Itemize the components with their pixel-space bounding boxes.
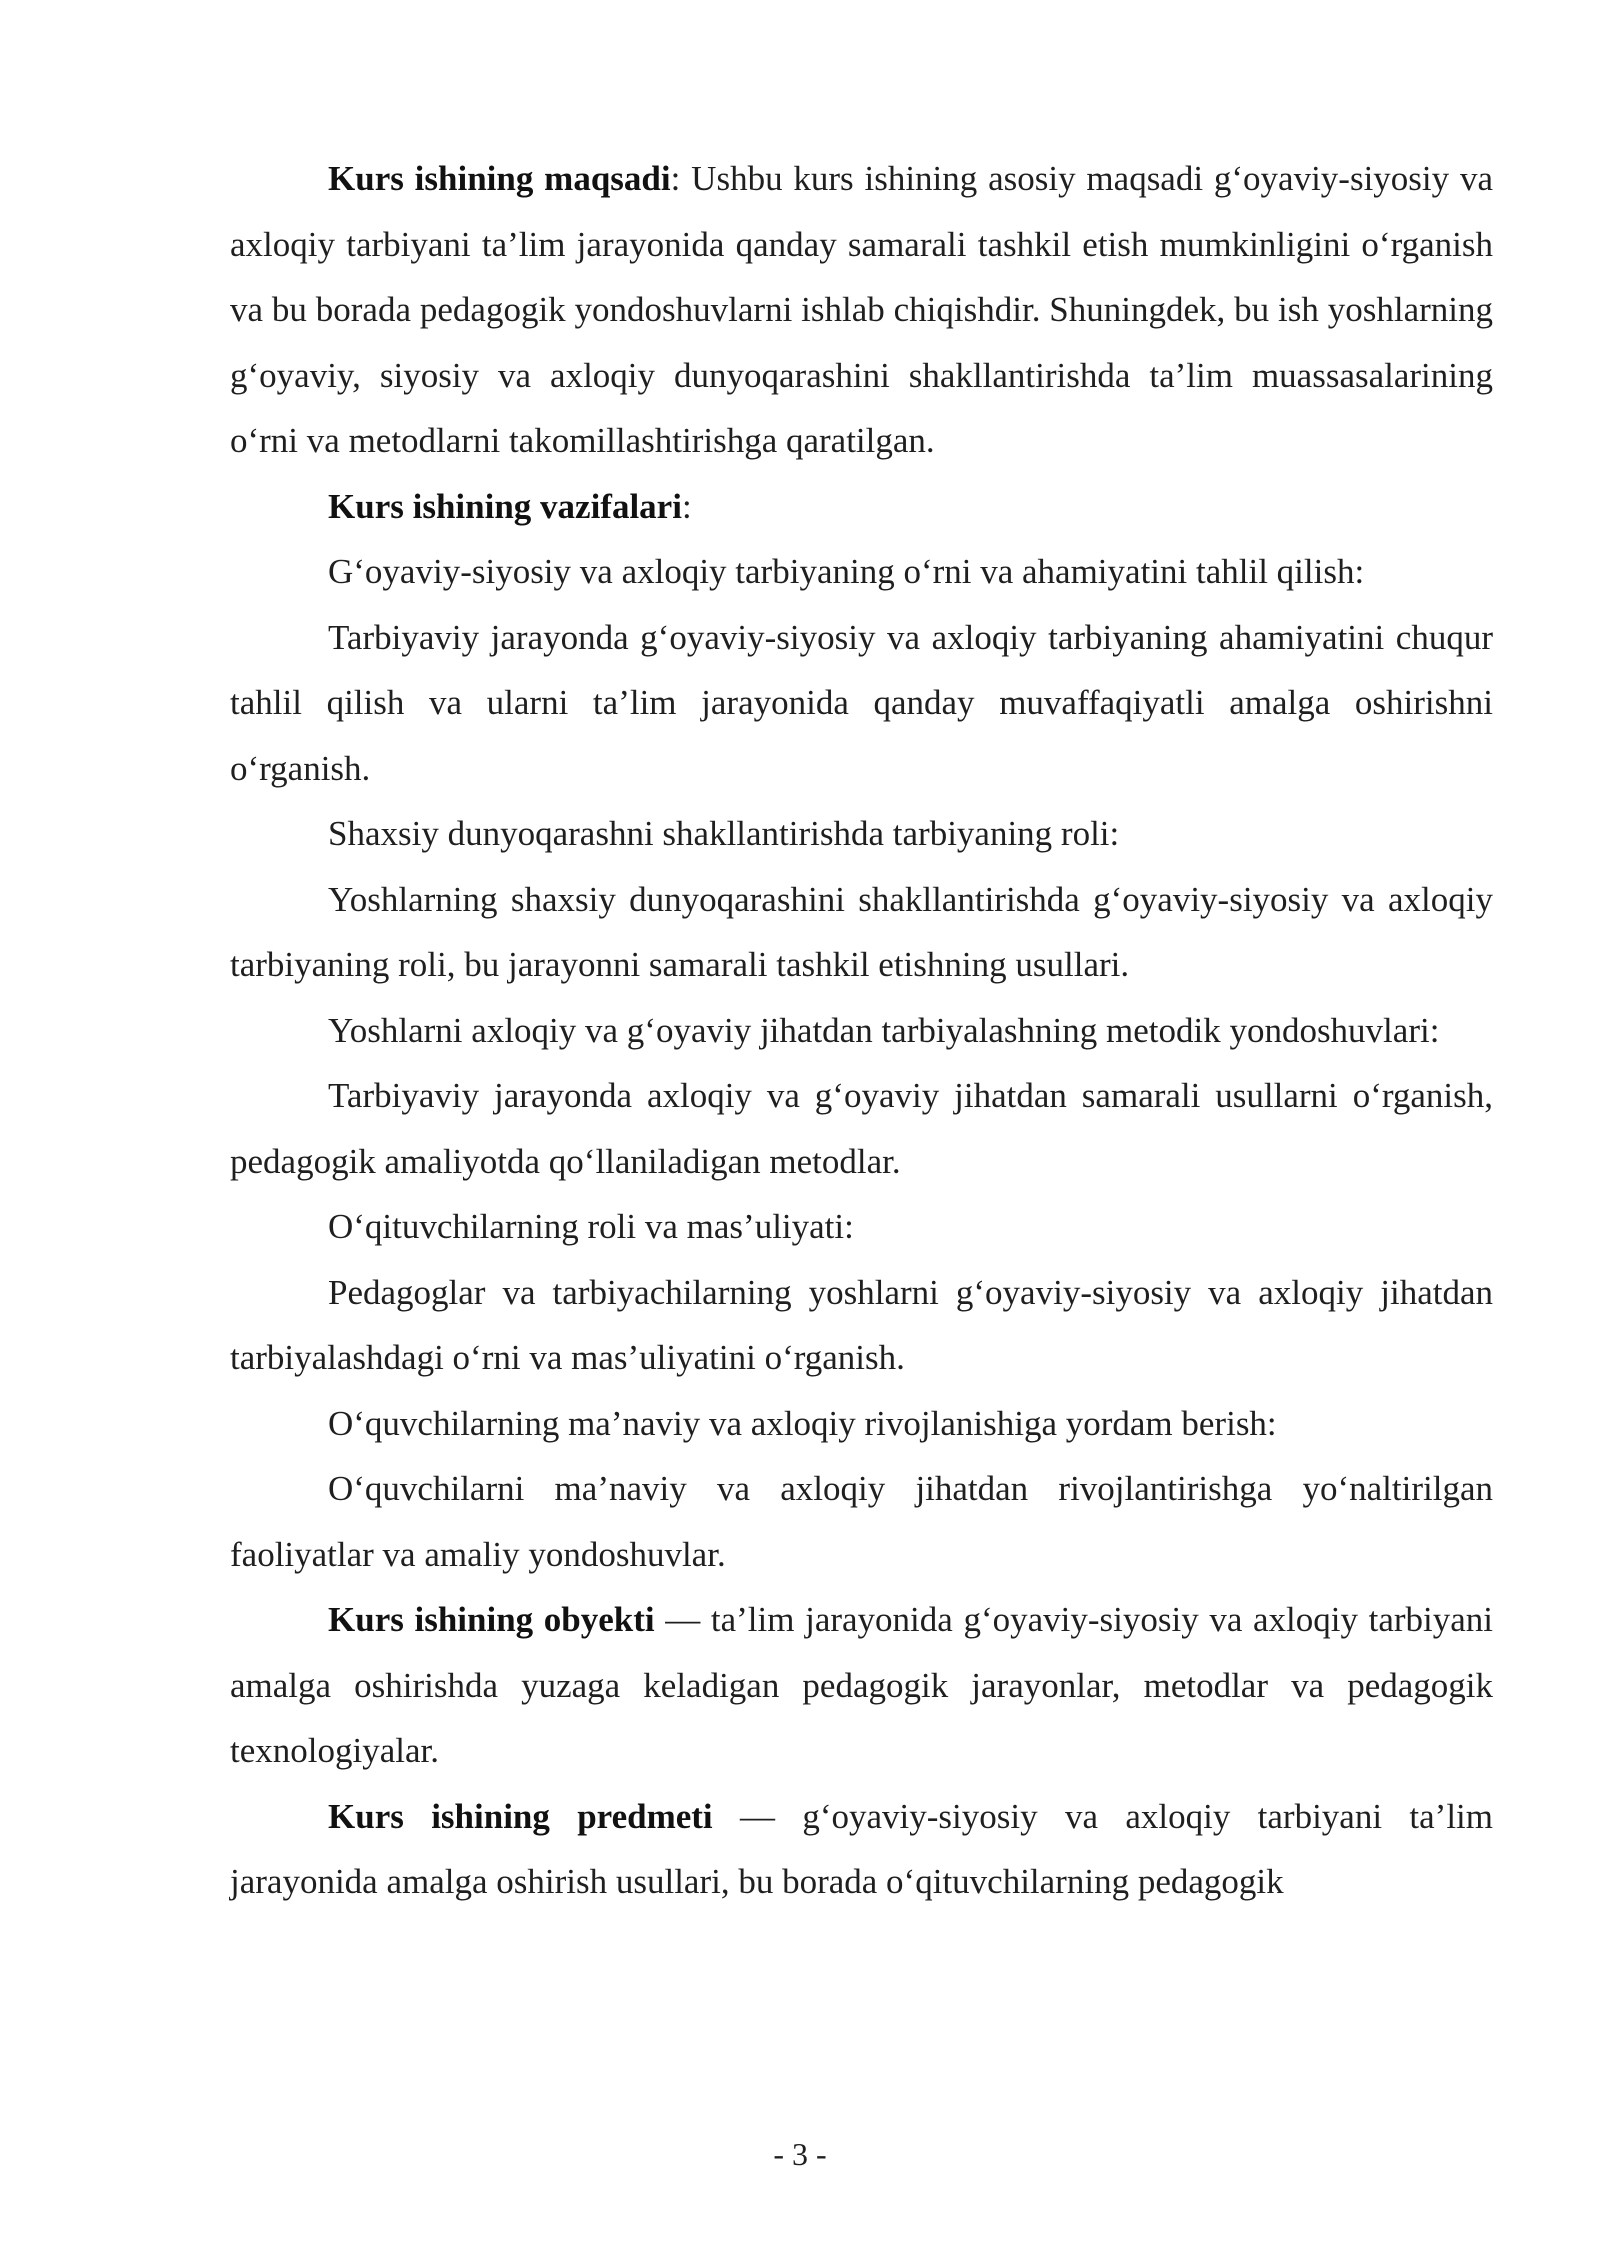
task-3-description: Tarbiyaviy jarayonda axloqiy va g‘oyaviy jihatdan samarali usullarni o‘rganish, pedagogik amaliyotda qo‘llaniladigan metodlar.: [230, 1076, 1493, 1181]
page-body: [230, 146, 1493, 1915]
task-4-title: O‘qituvchilarning roli va mas’uliyati:: [328, 1207, 854, 1246]
course-subject-text: — g‘oyaviy-siyosiy va axloqiy tarbiyani ta’lim jarayonida amalga oshirish usullari, bu borada o‘qituvchilarning pedagogik: [230, 1796, 1493, 1901]
paragraph-course-tasks: [230, 474, 1493, 540]
heading-course-object: Kurs ishining obyekti: [328, 1600, 655, 1639]
task-4-description: Pedagoglar va tarbiyachilarning yoshlarni g‘oyaviy-siyosiy va axloqiy jihatdan tarbiyalashdagi o‘rni va mas’uliyatini o‘rganish.: [230, 1272, 1493, 1377]
paragraph-course-subject: [230, 1784, 1493, 1915]
heading-course-subject: Kurs ishining predmeti: [328, 1796, 713, 1836]
course-goal-text: : Ushbu kurs ishining asosiy maqsadi g‘oyaviy-siyosiy va axloqiy tarbiyani ta’lim jarayonida qanday samarali tashkil etish mumkinligini o‘rganish va bu borada pedagogik yondoshuvlarni ishlab chiqishdir. Shuningdek, bu ish yoshlarning g‘oyaviy, siyosiy va axloqiy dunyoqarashini shakllantirishda ta’lim muassasalarining o‘rni va metodlarni takomillashtirishga qaratilgan.: [230, 159, 1494, 460]
page-number: - 3 -: [773, 2136, 827, 2172]
paragraph-course-object: [230, 1587, 1493, 1784]
course-tasks-colon: :: [681, 486, 692, 526]
heading-course-goal: Kurs ishining maqsadi: [328, 159, 671, 198]
course-object-text: — ta’lim jarayonida g‘oyaviy-siyosiy va axloqiy tarbiyani amalga oshirishda yuzaga keladigan pedagogik jarayonlar, metodlar va pedagogik texnologiyalar.: [230, 1600, 1493, 1770]
task-1-title: G‘oyaviy-siyosiy va axloqiy tarbiyaning o‘rni va ahamiyatini tahlil qilish:: [328, 552, 1365, 591]
task-1-description: Tarbiyaviy jarayonda g‘oyaviy-siyosiy va axloqiy tarbiyaning ahamiyatini chuqur tahlil qilish va ularni ta’lim jarayonida qanday muvaffaqiyatli amalga oshirishni o‘rganish.: [230, 617, 1493, 788]
task-5-title: O‘quvchilarning ma’naviy va axloqiy rivojlanishiga yordam berish:: [328, 1403, 1277, 1443]
heading-course-tasks: Kurs ishining vazifalari: [328, 486, 682, 526]
paragraph-course-goal: [230, 146, 1493, 474]
task-2-description: Yoshlarning shaxsiy dunyoqarashini shakllantirishda g‘oyaviy-siyosiy va axloqiy tarbiyaning roli, bu jarayonni samarali tashkil etishning usullari.: [230, 879, 1493, 984]
task-5-description: O‘quvchilarni ma’naviy va axloqiy jihatdan rivojlantirishga yo‘naltirilgan faoliyatlar va amaliy yondoshuvlar.: [230, 1469, 1493, 1574]
task-2-title: Shaxsiy dunyoqarashni shakllantirishda tarbiyaning roli:: [328, 814, 1120, 853]
task-3-title: Yoshlarni axloqiy va g‘oyaviy jihatdan tarbiyalashning metodik yondoshuvlari:: [328, 1010, 1440, 1050]
